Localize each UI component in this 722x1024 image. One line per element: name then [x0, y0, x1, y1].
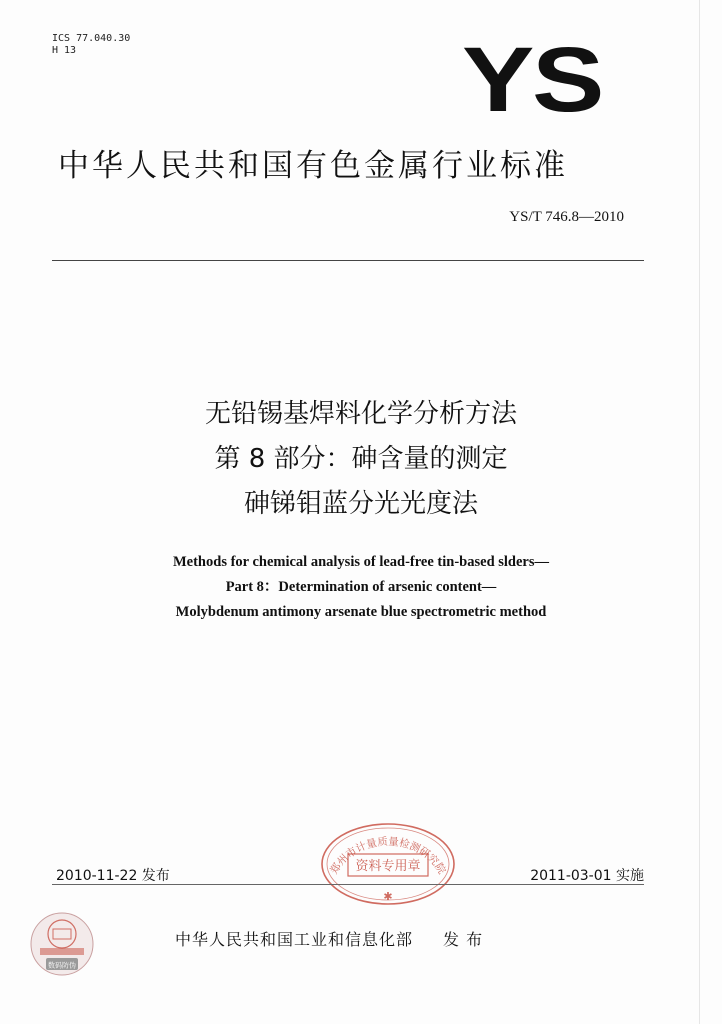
- seal-label-text: 数码防伪: [48, 961, 76, 970]
- chinese-title-line-1: 无铅锡基焊料化学分析方法: [204, 399, 517, 429]
- seal-band: [40, 948, 84, 955]
- standard-category: 中华人民共和国有色金属行业标准: [58, 148, 568, 184]
- english-title: [0, 550, 722, 625]
- ys-logo: YS: [462, 29, 603, 131]
- issue-date: 2010-11-22 发布: [56, 868, 170, 884]
- stamp-center-text: 资料专用章: [355, 859, 421, 874]
- issue-word: 发 布: [443, 930, 484, 949]
- issuing-authority: [175, 927, 483, 950]
- english-title-line-3: Molybdenum antimony arsenate blue spectrometric method: [175, 604, 547, 620]
- implementation-date: 2011-03-01 实施: [530, 868, 644, 884]
- chinese-title: [0, 392, 722, 527]
- english-title-line-1: Methods for chemical analysis of lead-free tin-based slders—: [172, 554, 550, 570]
- footer-divider: [52, 884, 644, 885]
- standard-number: YS/T 746.8—2010: [509, 209, 624, 225]
- chinese-title-line-3: 砷锑钼蓝分光光度法: [243, 489, 478, 519]
- ics-code: ICS 77.040.30: [52, 33, 131, 44]
- ccs-code: H 13: [52, 45, 77, 56]
- english-title-line-2: Part 8：Determination of arsenic content—: [225, 579, 497, 595]
- stamp-arc-text: 郑州市计量质量检测研究院: [328, 835, 448, 877]
- issuer-name: 中华人民共和国工业和信息化部: [175, 930, 414, 949]
- classification-codes: [52, 33, 130, 57]
- anti-counterfeit-seal: [28, 910, 96, 978]
- header-divider: [52, 260, 644, 261]
- stamp-star-icon: ✱: [383, 890, 393, 903]
- chinese-title-line-2: 第 8 部分：砷含量的测定: [214, 444, 508, 474]
- library-stamp: [315, 814, 461, 906]
